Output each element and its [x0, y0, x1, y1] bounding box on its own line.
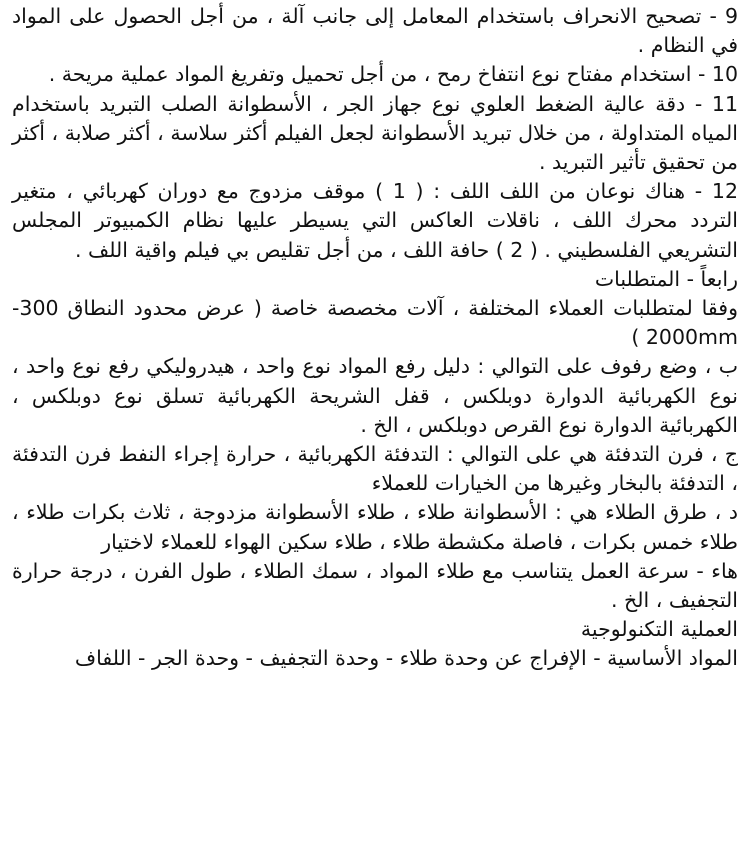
- paragraph-item-9: 9 - تصحيح الانحراف باستخدام المعامل إلى جانب آلة ، من أجل الحصول على المواد في النظام .: [12, 4, 738, 58]
- paragraph-item-e: هاء - سرعة العمل يتناسب مع طلاء المواد ، سمك الطلاء ، طول الفرن ، درجة حرارة التجفيف ، الخ .: [12, 558, 738, 613]
- paragraph-item-b: ب ، وضع رفوف على التوالي : دليل رفع المواد نوع واحد ، هيدروليكي رفع نوع واحد ، نوع الكهربائية الدوارة دوبلكس ، قفل الشريحة الكهربائية تسلق نوع دوبلكس ، الكهربائية الدوارة نوع القرص دوبلكس ، الخ .: [12, 354, 738, 437]
- paragraph-item-d: د ، طرق الطلاء هي : الأسطوانة طلاء ، طلاء الأسطوانة مزدوجة ، ثلاث بكرات طلاء ، طلاء خمس بكرات ، فاصلة مكشطة طلاء ، طلاء سكين الهواء للعملاء لاختيار: [12, 500, 738, 554]
- paragraph-item-11: 11 - دقة عالية الضغط العلوي نوع جهاز الجر ، الأسطوانة الصلب التبريد باستخدام المياه المتداولة ، من خلال تبريد الأسطوانة لجعل الفيلم أكثر سلاسة ، أكثر صلابة ، أكثر من تحقيق تأثير التبريد .: [12, 91, 738, 175]
- section-heading-requirements: رابعاً - المتطلبات: [594, 266, 738, 291]
- paragraph-item-c: ج ، فرن التدفئة هي على التوالي : التدفئة الكهربائية ، حرارة إجراء النفط فرن التدفئة ، التدفئة بالبخار وغيرها من الخيارات للعملاء: [12, 442, 738, 496]
- paragraph-item-10: 10 - استخدام مفتاح نوع انتفاخ رمح ، من أجل تحميل وتفريغ المواد عملية مريحة .: [48, 62, 738, 87]
- paragraph-process-flow: المواد الأساسية - الإفراج عن وحدة طلاء - وحدة التجفيف - وحدة الجر - اللفاف: [74, 646, 738, 671]
- paragraph-item-12: 12 - هناك نوعان من اللف اللف : ( 1 ) موقف مزدوج مع دوران كهربائي ، متغير التردد محرك اللف ، ناقلات العاكس التي يسيطر عليها نظام الكمبيوتر المجلس التشريعي الفلسطيني . ( 2 ) حافة اللف ، من أجل تقليص بي فيلم واقية اللف .: [12, 179, 739, 262]
- paragraph-custom-machines: وفقا لمتطلبات العملاء المختلفة ، آلات مخصصة خاصة ( عرض محدود النطاق 300-2000mm ): [12, 296, 738, 350]
- section-heading-process: العملية التكنولوجية: [580, 617, 738, 642]
